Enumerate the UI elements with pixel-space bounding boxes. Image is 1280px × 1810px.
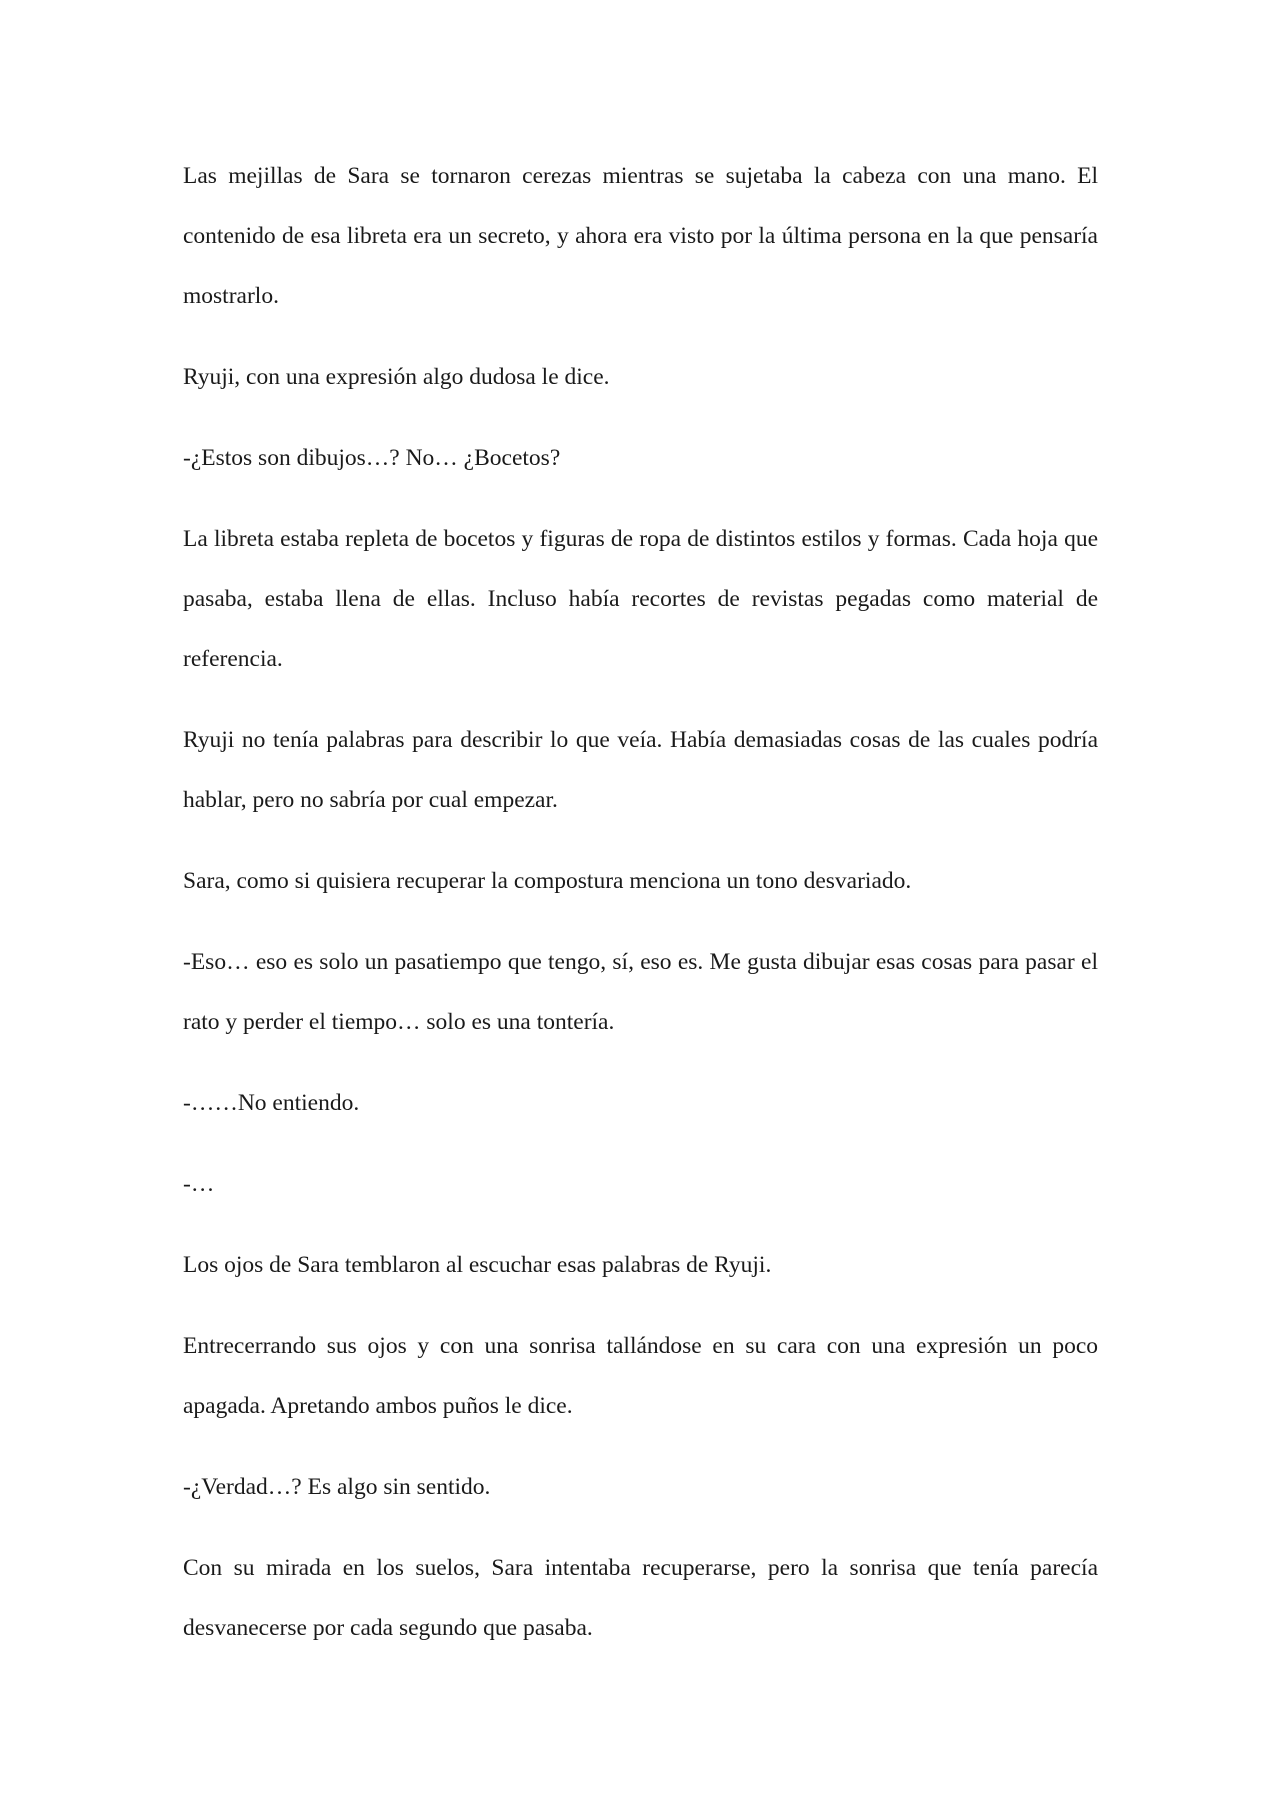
paragraph: Las mejillas de Sara se tornaron cerezas mientras se sujetaba la cabeza con una mano. El contenido de esa libreta era un secreto, y ahora era visto por la última persona en la que pensaría mostrarlo. <box>183 163 1098 309</box>
paragraph: Entrecerrando sus ojos y con una sonrisa tallándose en su cara con una expresión un poco apagada. Apretando ambos puños le dice. <box>183 1333 1098 1419</box>
paragraph: -……No entiendo. <box>183 1090 360 1116</box>
paragraph: -¿Verdad…? Es algo sin sentido. <box>183 1474 491 1500</box>
paragraph: Ryuji no tenía palabras para describir lo que veía. Había demasiadas cosas de las cuales podría hablar, pero no sabría por cual empezar. <box>183 727 1098 813</box>
paragraph: Ryuji, con una expresión algo dudosa le dice. <box>183 364 610 390</box>
paragraph: -… <box>183 1171 215 1197</box>
paragraph: -Eso… eso es solo un pasatiempo que tengo, sí, eso es. Me gusta dibujar esas cosas para pasar el rato y perder el tiempo… solo es una tontería. <box>183 949 1098 1035</box>
paragraph: Con su mirada en los suelos, Sara intentaba recuperarse, pero la sonrisa que tenía parecía desvanecerse por cada segundo que pasaba. <box>183 1555 1098 1641</box>
paragraph: Los ojos de Sara temblaron al escuchar esas palabras de Ryuji. <box>183 1252 772 1278</box>
paragraph: La libreta estaba repleta de bocetos y figuras de ropa de distintos estilos y formas. Cada hoja que pasaba, estaba llena de ellas. Incluso había recortes de revistas pegadas como material de referencia. <box>183 526 1098 672</box>
paragraph: -¿Estos son dibujos…? No… ¿Bocetos? <box>183 445 561 471</box>
document-body <box>183 146 1098 1679</box>
paragraph: Sara, como si quisiera recuperar la compostura menciona un tono desvariado. <box>183 868 912 894</box>
